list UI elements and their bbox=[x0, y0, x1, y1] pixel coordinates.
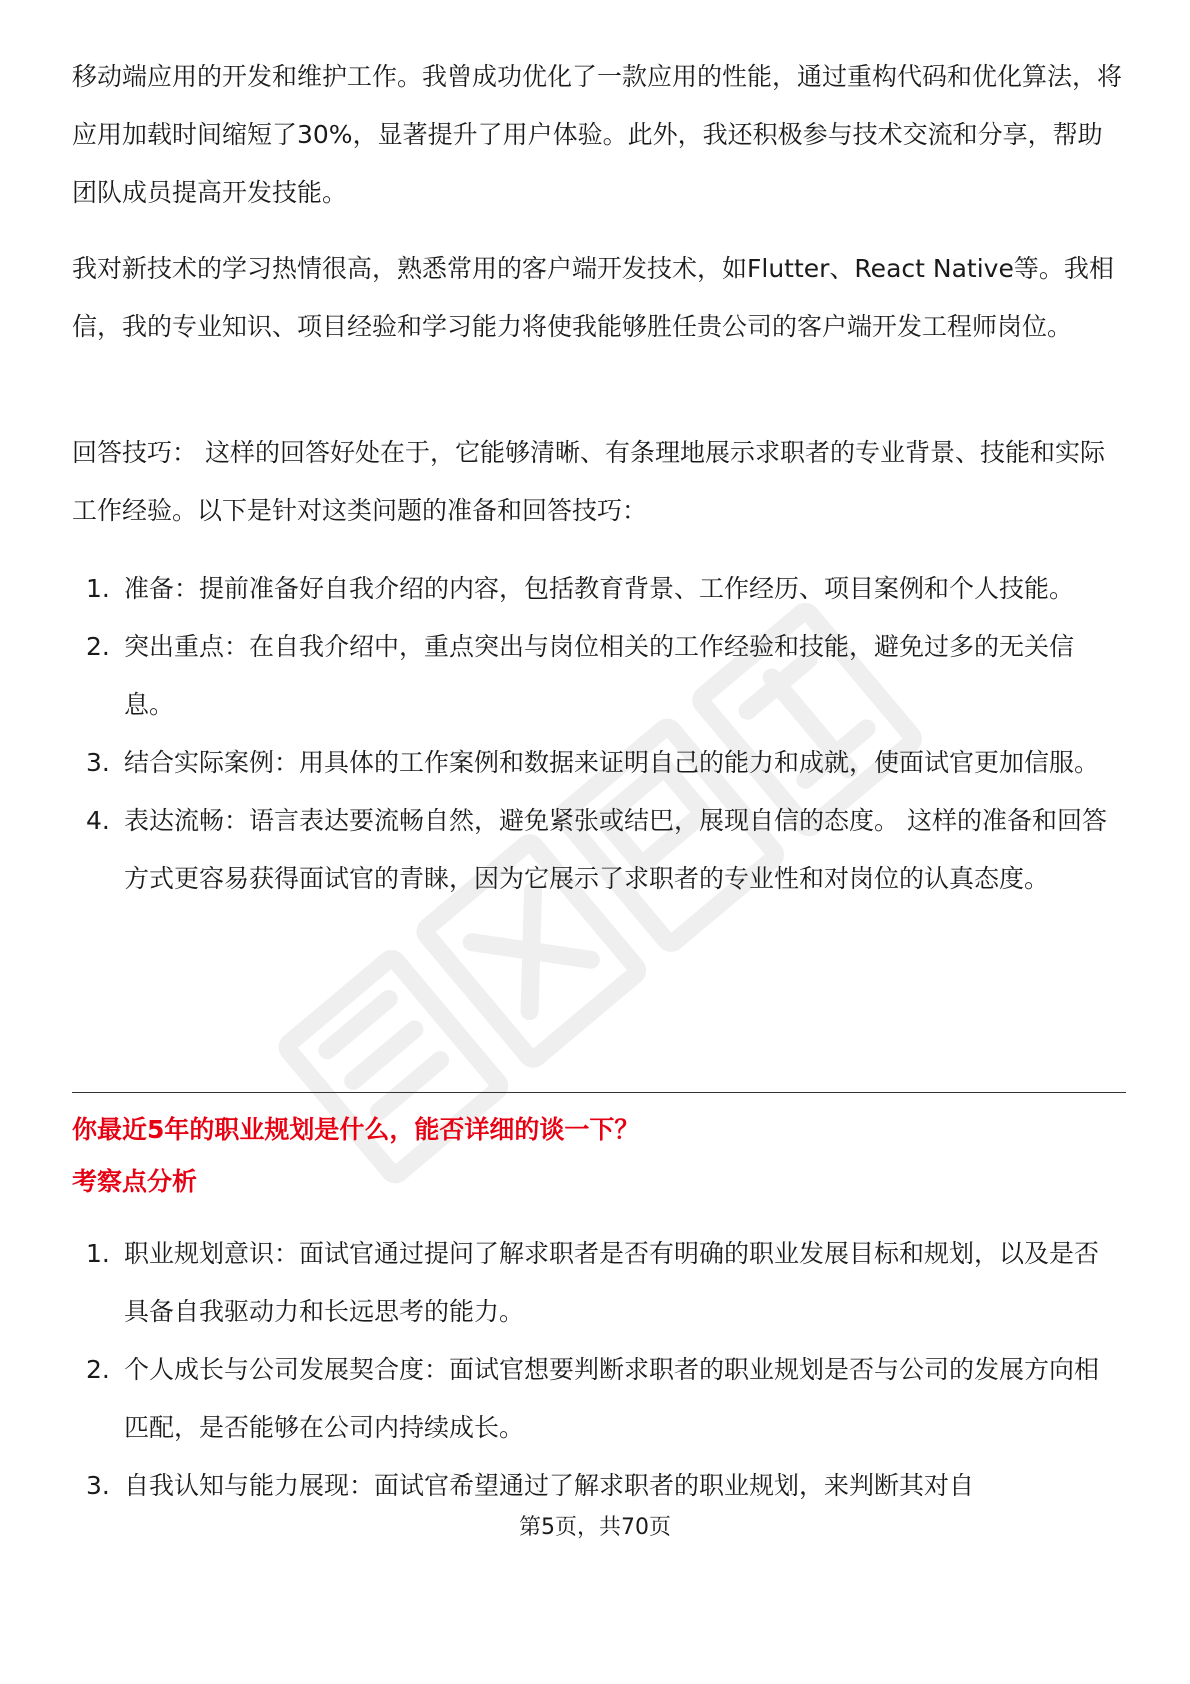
list-number: 2. bbox=[86, 632, 110, 661]
list-number: 1. bbox=[86, 574, 110, 603]
question-title: 你最近5年的职业规划是什么，能否详细的谈一下？ bbox=[72, 1115, 640, 1144]
list-item bbox=[72, 792, 1122, 908]
list-number: 1. bbox=[86, 1239, 110, 1268]
list-item-text: 职业规划意识：面试官通过提问了解求职者是否有明确的职业发展目标和规划，以及是否具备自我驱动力和长远思考的能力。 bbox=[124, 1239, 1100, 1326]
list-item bbox=[72, 734, 1122, 792]
list-number: 3. bbox=[86, 1471, 110, 1500]
section-divider bbox=[72, 1092, 1126, 1093]
list-number: 4. bbox=[86, 806, 110, 835]
list-item bbox=[72, 1457, 1122, 1515]
list-item-text: 自我认知与能力展现：面试官希望通过了解求职者的职业规划，来判断其对自 bbox=[124, 1471, 975, 1500]
list-item bbox=[72, 1341, 1122, 1457]
analysis-heading: 考察点分析 bbox=[72, 1167, 198, 1196]
list-number: 2. bbox=[86, 1355, 110, 1384]
list-item-text: 准备：提前准备好自我介绍的内容，包括教育背景、工作经历、项目案例和个人技能。 bbox=[124, 574, 1075, 603]
intro-paragraph-1: 移动端应用的开发和维护工作。我曾成功优化了一款应用的性能，通过重构代码和优化算法，将应用加载时间缩短了30%，显著提升了用户体验。此外，我还积极参与技术交流和分享，帮助团队成员提高开发技能。 bbox=[72, 62, 1123, 207]
list-number: 3. bbox=[86, 748, 110, 777]
intro-paragraph-2: 我对新技术的学习热情很高，熟悉常用的客户端开发技术，如Flutter、React Native等。我相信，我的专业知识、项目经验和学习能力将使我能够胜任贵公司的客户端开发工程师岗位。 bbox=[72, 254, 1114, 341]
list-item-text: 突出重点：在自我介绍中，重点突出与岗位相关的工作经验和技能，避免过多的无关信息。 bbox=[124, 632, 1075, 719]
list-item-text: 个人成长与公司发展契合度：面试官想要判断求职者的职业规划是否与公司的发展方向相匹配，是否能够在公司内持续成长。 bbox=[124, 1355, 1100, 1442]
list-item bbox=[72, 1225, 1122, 1341]
list-item bbox=[72, 560, 1122, 618]
list-item bbox=[72, 618, 1122, 734]
tips-list bbox=[72, 560, 1122, 908]
list-item-text: 结合实际案例：用具体的工作案例和数据来证明自己的能力和成就，使面试官更加信服。 bbox=[124, 748, 1100, 777]
list-item-text: 表达流畅：语言表达要流畅自然，避免紧张或结巴，展现自信的态度。 这样的准备和回答方式更容易获得面试官的青睐，因为它展示了求职者的专业性和对岗位的认真态度。 bbox=[124, 806, 1107, 893]
answer-tips-paragraph: 回答技巧： 这样的回答好处在于，它能够清晰、有条理地展示求职者的专业背景、技能和实际工作经验。以下是针对这类问题的准备和回答技巧： bbox=[72, 438, 1105, 525]
page-number-footer: 第5页，共70页 bbox=[519, 1515, 671, 1540]
analysis-list bbox=[72, 1225, 1122, 1515]
